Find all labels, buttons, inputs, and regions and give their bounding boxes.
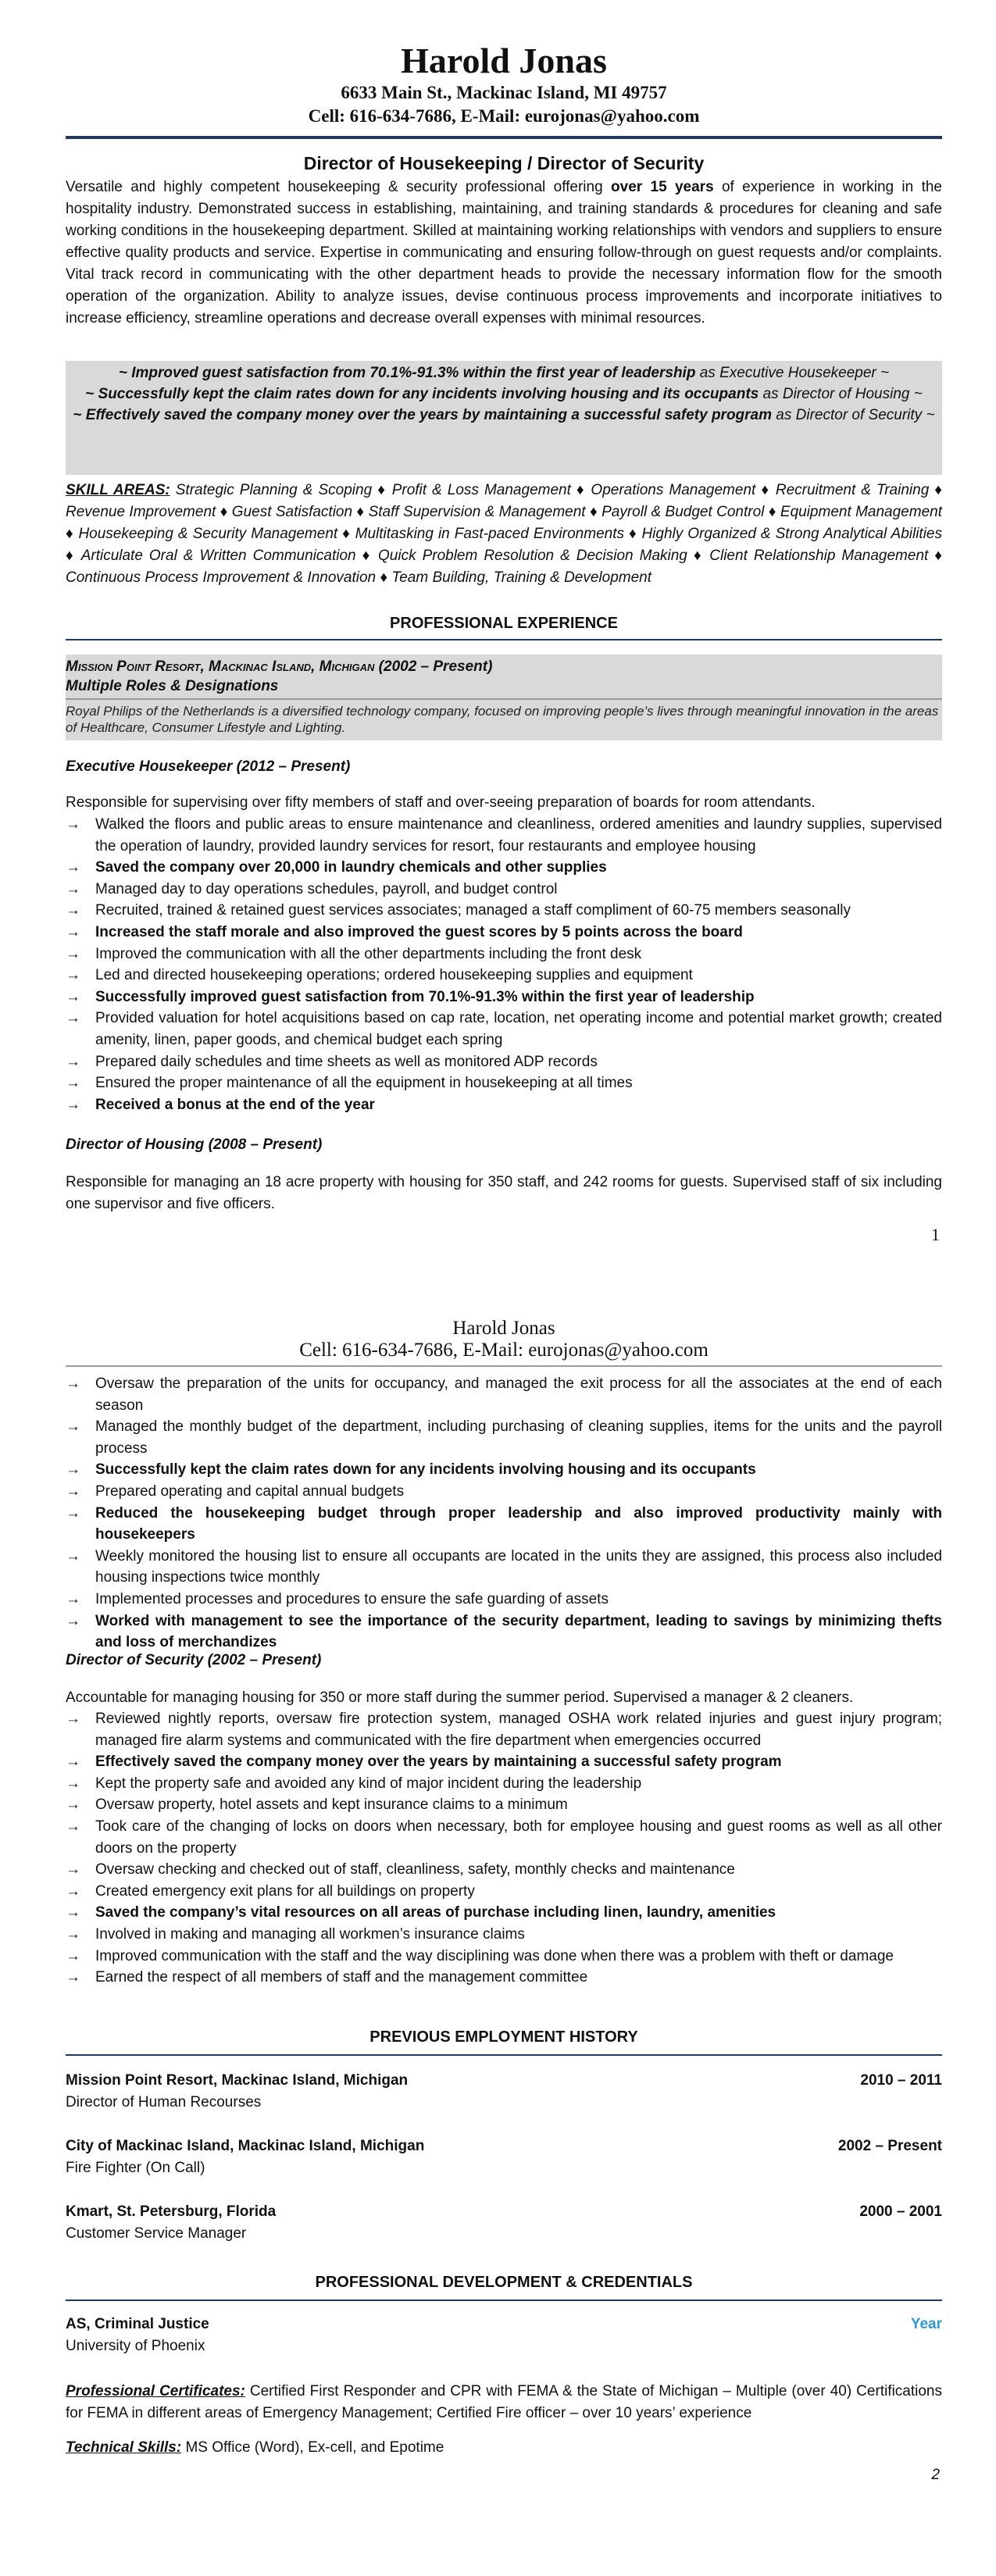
arrow-icon: → (66, 1969, 80, 1986)
bullet-text: Worked with management to see the importance of the security department, leading to savings by minimizing thefts and loss of merchandizes (95, 1612, 942, 1651)
section-rule (66, 639, 942, 640)
arrow-icon: → (66, 967, 80, 984)
bullet-text: Oversaw checking and checked out of staff, cleanliness, safety, monthly checks and maintenance (95, 1861, 735, 1878)
header-rule (66, 136, 942, 139)
address: 6633 Main St., Mackinac Island, MI 49757 (341, 83, 667, 102)
highlights-box (66, 361, 942, 475)
bullet-text: Earned the respect of all members of staff and the management committee (95, 1969, 588, 1986)
bullet-item (66, 814, 942, 857)
bullet-item (66, 879, 942, 901)
arrow-icon: → (66, 1482, 80, 1500)
bullet-text: Effectively saved the company money over the years by maintaining a successful safety program (95, 1754, 782, 1771)
bullet-text: Oversaw the preparation of the units for occupancy, and managed the exit process for all the associates at the end of each season (95, 1375, 942, 1414)
bullet-item (66, 1881, 942, 1903)
employer-subtitle: Multiple Roles & Designations (66, 678, 279, 694)
arrow-icon: → (66, 1775, 80, 1792)
bullet-item (66, 1967, 942, 1989)
bullet-item (66, 1611, 942, 1654)
bullet-item (66, 1773, 942, 1795)
job-dates: 2002 – Present (837, 2138, 942, 2154)
bullet-item (66, 1416, 942, 1459)
bullet-text: Saved the company’s vital resources on all areas of purchase including linen, laundry, amenities (95, 1904, 776, 1921)
bullet-item (66, 1794, 942, 1816)
arrow-icon: → (66, 1818, 80, 1835)
arrow-icon: → (66, 1882, 80, 1900)
bullet-item (66, 1902, 942, 1924)
arrow-icon: → (66, 1096, 80, 1113)
bullet-item (66, 1816, 942, 1859)
highlight-bold: ~ Effectively saved the company money over the years by maintaining a successful safety program (73, 407, 773, 423)
arrow-icon: → (66, 1796, 80, 1814)
bullet-text: Improved communication with the staff and the way disciplining was done when there was a problem with theft or damage (95, 1947, 894, 1964)
bullet-item (66, 944, 942, 965)
summary-text: Versatile and highly competent housekeeping & security professional offering (66, 179, 612, 195)
section-heading-experience: PROFESSIONAL EXPERIENCE (390, 615, 618, 632)
role-intro-exec: Responsible for supervising over fifty members of staff and over-seeing preparation of boards for room attendants. (66, 794, 816, 811)
employer-description: Royal Philips of the Netherlands is a diversified technology company, focused on improving people’s lives through meaningful innovation in the areas of Healthcare, Consumer Lifestyle and Lighting. (66, 704, 939, 735)
bullet-text: Led and directed housekeeping operations; ordered housekeeping supplies and equipment (95, 967, 693, 984)
highlight-bold: ~ Successfully kept the claim rates down for any incidents involving housing and its occupants (85, 386, 759, 402)
job-title: Customer Service Manager (66, 2225, 247, 2242)
role-title-housing: Director of Housing (2008 – Present) (66, 1136, 323, 1153)
degree: AS, Criminal Justice (66, 2316, 209, 2332)
bullet-item (66, 1946, 942, 1968)
skill-areas-label: SKILL AREAS: (66, 482, 170, 498)
technical-skills (66, 2437, 942, 2459)
arrow-icon: → (66, 988, 80, 1005)
bullet-text: Prepared daily schedules and time sheets as well as monitored ADP records (95, 1053, 598, 1070)
summary-text-cont: of experience in working in the hospitality industry. Demonstrated success in establishing, maintaining, and training standards & procedures for cleaning and safe working conditions in the housekeeping department. Skilled at maintaining working relationships with vendors and suppliers to ensure effective quality products and service. Expertise in communicating and ensuring follow-through on guest requests and/or complaints. Vital track record in communicating with the other department heads to provide the necessary information flow for the smooth operation of the organization. Ability to analyze issues, devise continuous process improvements and incorporate initiatives to increase efficiency, streamline operations and decrease overall expenses with minimal resources. (66, 179, 942, 326)
bullet-item (66, 1751, 942, 1773)
arrow-icon: → (66, 1461, 80, 1479)
job-title: Fire Fighter (On Call) (66, 2160, 205, 2176)
professional-certificates (66, 2381, 942, 2424)
profile-title: Director of Housekeeping / Director of Security (303, 153, 705, 173)
role-intro-housing: Responsible for managing an 18 acre property with housing for 350 staff, and 242 rooms for guests. Supervised staff of six including one supervisor and five officers. (66, 1174, 942, 1212)
section-rule (66, 2054, 942, 2056)
highlight-rest: as Director of Security ~ (772, 407, 935, 423)
bullet-item (66, 1708, 942, 1751)
section-rule (66, 2299, 942, 2301)
skill-areas-list: Strategic Planning & Scoping ♦ Profit & Loss Management ♦ Operations Management ♦ Recruitment & Training ♦ Revenue Improvement ♦ Guest Satisfaction ♦ Staff Supervision & Management ♦ Payroll & Budget Control ♦ Equipment Management ♦ Housekeeping & Security Management ♦ Multitasking in Fast-paced Environments ♦ Highly Organized & Strong Analytical Abilities ♦ Articulate Oral & Written Communication ♦ Quick Problem Resolution & Decision Making ♦ Client Relationship Management ♦ Continuous Process Improvement & Innovation ♦ Team Building, Training & Development (66, 482, 942, 586)
arrow-icon: → (66, 1075, 80, 1092)
bullet-text: Improved the communication with all the other departments including the front desk (95, 945, 642, 962)
section-heading-development: PROFESSIONAL DEVELOPMENT & CREDENTIALS (315, 2274, 693, 2291)
technical-skills-label: Technical Skills: (66, 2439, 182, 2456)
job-entry (66, 2201, 942, 2245)
role-title-exec: Executive Housekeeper (2012 – Present) (66, 758, 351, 775)
bullet-text: Managed day to day operations schedules, payroll, and budget control (95, 880, 558, 897)
bullet-text: Walked the floors and public areas to ensure maintenance and cleanliness, ordered amenities and laundry supplies, supervised the operation of laundry, provided laundry services for resort, four restaurants and employee housing (95, 816, 942, 855)
bullet-item (66, 1589, 942, 1611)
arrow-icon: → (66, 1612, 80, 1629)
bullet-item (66, 857, 942, 879)
bullet-item (66, 1094, 942, 1116)
page-number: 2 (931, 2467, 940, 2483)
highlight-item (66, 362, 942, 384)
certificates-text: Certified First Responder and CPR with FEMA & the State of Michigan – Multiple (over 40) Certifications for FEMA in different areas of Emergency Management; Certified Fire officer – over 10 years’ experience (66, 2383, 942, 2421)
job-entry (66, 2135, 942, 2179)
bullet-item (66, 1503, 942, 1546)
role-intro-security: Accountable for managing housing for 350 or more staff during the summer period. Supervised a manager & 2 cleaners. (66, 1689, 854, 1706)
employer-name: Mission Point Resort, Mackinac Island, Michigan (66, 658, 375, 675)
bullet-text: Reviewed nightly reports, oversaw fire protection system, managed OSHA work related injuries and guest injury program; managed fire alarm systems and communicated with the fire department when emergencies occurred (95, 1711, 942, 1749)
technical-skills-text: MS Office (Word), Ex-cell, and Epotime (181, 2439, 444, 2456)
role-title-security: Director of Security (2002 – Present) (66, 1652, 322, 1668)
bullet-item (66, 965, 942, 987)
highlight-bold: ~ Improved guest satisfaction from 70.1%-91.3% within the first year of leadership (118, 365, 696, 381)
bullet-item (66, 1051, 942, 1073)
page2-name: Harold Jonas (452, 1318, 555, 1339)
arrow-icon: → (66, 902, 80, 919)
page-2 (0, 1289, 996, 2576)
employer-divider (66, 698, 942, 700)
employer-dates: (2002 – Present) (374, 658, 493, 675)
employer-box (66, 655, 942, 740)
bullet-text: Took care of the changing of locks on doors when necessary, both for employee housing and guest rooms as well as all other doors on the property (95, 1818, 942, 1857)
bullet-text: Prepared operating and capital annual budgets (95, 1482, 405, 1500)
arrow-icon: → (66, 880, 80, 897)
bullet-text: Ensured the proper maintenance of all the equipment in housekeeping at all times (95, 1075, 633, 1092)
arrow-icon: → (66, 923, 80, 940)
bullet-item (66, 1373, 942, 1416)
page2-header-rule (66, 1365, 942, 1367)
bullet-text: Recruited, trained & retained guest services associates; managed a staff compliment of 60-75 members seasonally (95, 902, 851, 919)
highlight-item (66, 405, 942, 426)
bullet-text: Weekly monitored the housing list to ensure all occupants are located in the units they are assigned, this process also included housing inspections twice monthly (95, 1547, 942, 1586)
page2-contact: Cell: 616-634-7686, E-Mail: eurojonas@yahoo.com (299, 1340, 709, 1361)
bullet-item (66, 1008, 942, 1051)
arrow-icon: → (66, 1590, 80, 1607)
arrow-icon: → (66, 1904, 80, 1921)
bullet-item (66, 1924, 942, 1946)
job-employer: City of Mackinac Island, Mackinac Island, Michigan (66, 2138, 425, 2154)
arrow-icon: → (66, 1053, 80, 1070)
bullet-text: Saved the company over 20,000 in laundry chemicals and other supplies (95, 859, 607, 876)
arrow-icon: → (66, 1925, 80, 1943)
bullet-list-exec (66, 814, 942, 1115)
bullet-text: Successfully improved guest satisfaction from 70.1%-91.3% within the first year of leadership (95, 988, 755, 1005)
bullet-item (66, 1546, 942, 1589)
job-title: Director of Human Recourses (66, 2094, 262, 2110)
job-dates: 2010 – 2011 (860, 2072, 942, 2089)
bullet-item (66, 1459, 942, 1481)
bullet-text: Oversaw property, hotel assets and kept insurance claims to a minimum (95, 1796, 568, 1814)
arrow-icon: → (66, 1504, 80, 1522)
bullet-text: Received a bonus at the end of the year (95, 1096, 375, 1113)
arrow-icon: → (66, 816, 80, 833)
bullet-item (66, 1072, 942, 1094)
bullet-text: Implemented processes and procedures to ensure the safe guarding of assets (95, 1590, 609, 1607)
arrow-icon: → (66, 1010, 80, 1027)
arrow-icon: → (66, 859, 80, 876)
bullet-list-security (66, 1708, 942, 1989)
contact-line: Cell: 616-634-7686, E-Mail: eurojonas@yahoo.com (308, 106, 700, 126)
job-employer: Mission Point Resort, Mackinac Island, Michigan (66, 2072, 409, 2089)
job-entry (66, 2070, 942, 2114)
education-entry (66, 2314, 942, 2357)
school: University of Phoenix (66, 2338, 205, 2354)
highlight-rest: as Director of Housing ~ (759, 386, 923, 402)
section-heading-previous: PREVIOUS EMPLOYMENT HISTORY (369, 2028, 638, 2046)
profile-summary (66, 177, 942, 330)
job-employer: Kmart, St. Petersburg, Florida (66, 2203, 277, 2220)
bullet-item (66, 1859, 942, 1881)
highlight-rest: as Executive Housekeeper ~ (695, 365, 890, 381)
page-number: 1 (931, 1225, 940, 1244)
arrow-icon: → (66, 1547, 80, 1565)
bullet-item (66, 987, 942, 1008)
bullet-item (66, 922, 942, 944)
bullet-text: Reduced the housekeeping budget through proper leadership and also improved productivity mainly with housekeepers (95, 1504, 942, 1543)
arrow-icon: → (66, 1711, 80, 1727)
bullet-text: Successfully kept the claim rates down for any incidents involving housing and its occupants (95, 1461, 756, 1479)
bullet-text: Created emergency exit plans for all buildings on property (95, 1882, 475, 1900)
candidate-name: Harold Jonas (401, 41, 607, 80)
degree-year: Year (910, 2316, 942, 2332)
bullet-list-housing (66, 1373, 942, 1654)
bullet-text: Provided valuation for hotel acquisitions based on cap rate, location, net operating income and potential market growth; created amenity, linen, paper goods, and chemical budget each spring (95, 1010, 942, 1048)
bullet-item (66, 1481, 942, 1503)
arrow-icon: → (66, 1418, 80, 1436)
bullet-text: Involved in making and managing all workmen’s insurance claims (95, 1925, 525, 1943)
arrow-icon: → (66, 945, 80, 962)
arrow-icon: → (66, 1754, 80, 1771)
summary-emphasis: over 15 years (611, 179, 714, 195)
job-dates: 2000 – 2001 (859, 2203, 942, 2220)
highlight-item (66, 384, 942, 405)
arrow-icon: → (66, 1947, 80, 1964)
bullet-item (66, 900, 942, 922)
bullet-text: Increased the staff morale and also improved the guest scores by 5 points across the board (95, 923, 743, 940)
arrow-icon: → (66, 1375, 80, 1392)
bullet-text: Managed the monthly budget of the department, including purchasing of cleaning supplies, items for the units and the payroll process (95, 1418, 942, 1457)
skill-areas (66, 480, 942, 589)
employer-line (66, 655, 942, 676)
arrow-icon: → (66, 1861, 80, 1878)
bullet-text: Kept the property safe and avoided any kind of major incident during the leadership (95, 1775, 642, 1792)
certificates-label: Professional Certificates: (66, 2383, 245, 2399)
